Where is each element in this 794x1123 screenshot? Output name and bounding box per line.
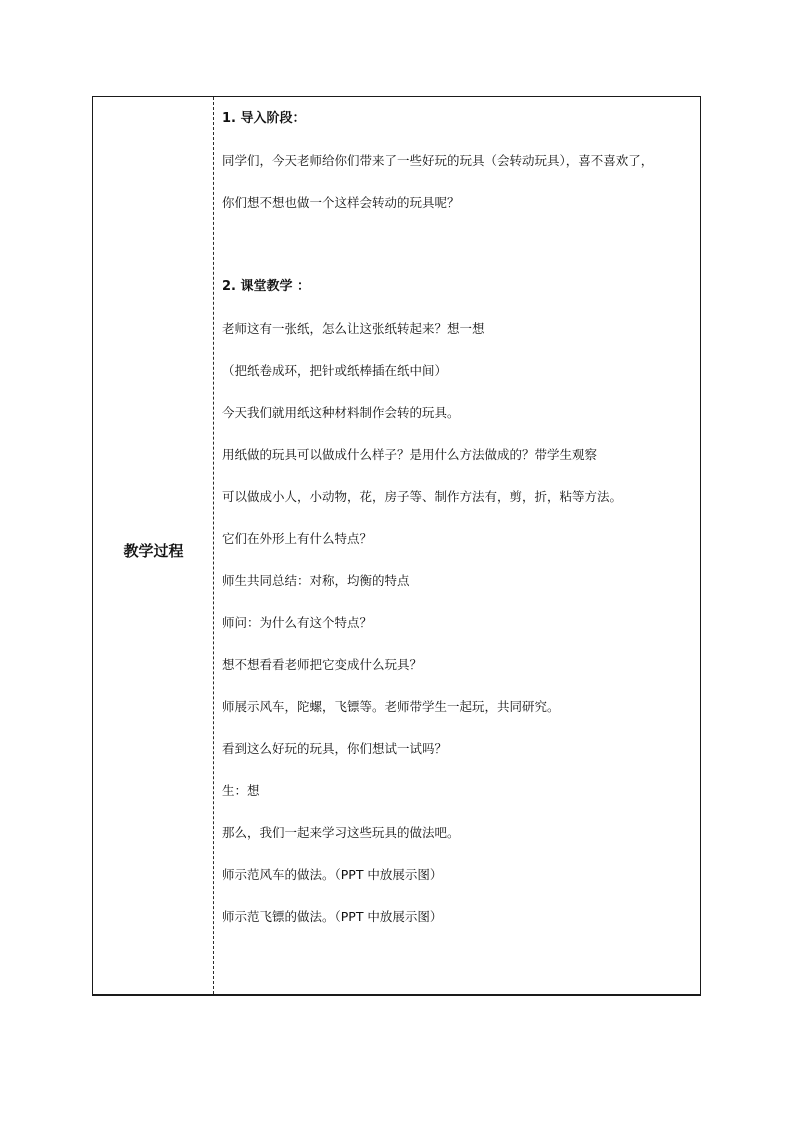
row-label-cell xyxy=(93,97,214,994)
section-1-line-2: 你们想不想也做一个这样会转动的玩具呢？ xyxy=(222,195,460,210)
section-2-line-1: 老师这有一张纸，怎么让这张纸转起来？想一想 xyxy=(222,321,485,336)
section-2-line-15: 师示范飞镖的做法。（PPT 中放展示图） xyxy=(222,909,443,924)
section-2-line-11: 看到这么好玩的玩具，你们想试一试吗？ xyxy=(222,741,448,756)
section-2-line-7: 师生共同总结：对称，均衡的特点 xyxy=(222,573,410,588)
section-2-line-4: 用纸做的玩具可以做成什么样子？是用什么方法做成的？带学生观察 xyxy=(222,447,598,462)
lesson-plan-table xyxy=(92,96,701,996)
section-2-line-3: 今天我们就用纸这种材料制作会转的玩具。 xyxy=(222,405,460,420)
section-2-line-6: 它们在外形上有什么特点？ xyxy=(222,531,373,546)
section-2-line-10: 师展示风车，陀螺，飞镖等。老师带学生一起玩，共同研究。 xyxy=(222,699,560,714)
row-label: 教学过程 xyxy=(123,542,184,560)
section-2-line-2: （把纸卷成环，把针或纸棒插在纸中间） xyxy=(222,363,448,378)
section-1-heading: 1. 导入阶段： xyxy=(222,111,306,126)
section-2-heading: 2. 课堂教学 ： xyxy=(222,279,311,294)
section-1-line-1: 同学们，今天老师给你们带来了一些好玩的玩具（会转动玩具），喜不喜欢了， xyxy=(222,153,654,168)
section-2-line-8: 师问：为什么有这个特点？ xyxy=(222,615,373,630)
section-2-line-13: 那么，我们一起来学习这些玩具的做法吧。 xyxy=(222,825,460,840)
section-2-line-12: 生：想 xyxy=(222,783,260,798)
section-2-line-5: 可以做成小人，小动物，花，房子等、制作方法有，剪，折，粘等方法。 xyxy=(222,489,623,504)
section-2-line-9: 想不想看看老师把它变成什么玩具？ xyxy=(222,657,423,672)
section-2-line-14: 师示范风车的做法。（PPT 中放展示图） xyxy=(222,867,443,882)
row-content-cell xyxy=(214,97,700,994)
